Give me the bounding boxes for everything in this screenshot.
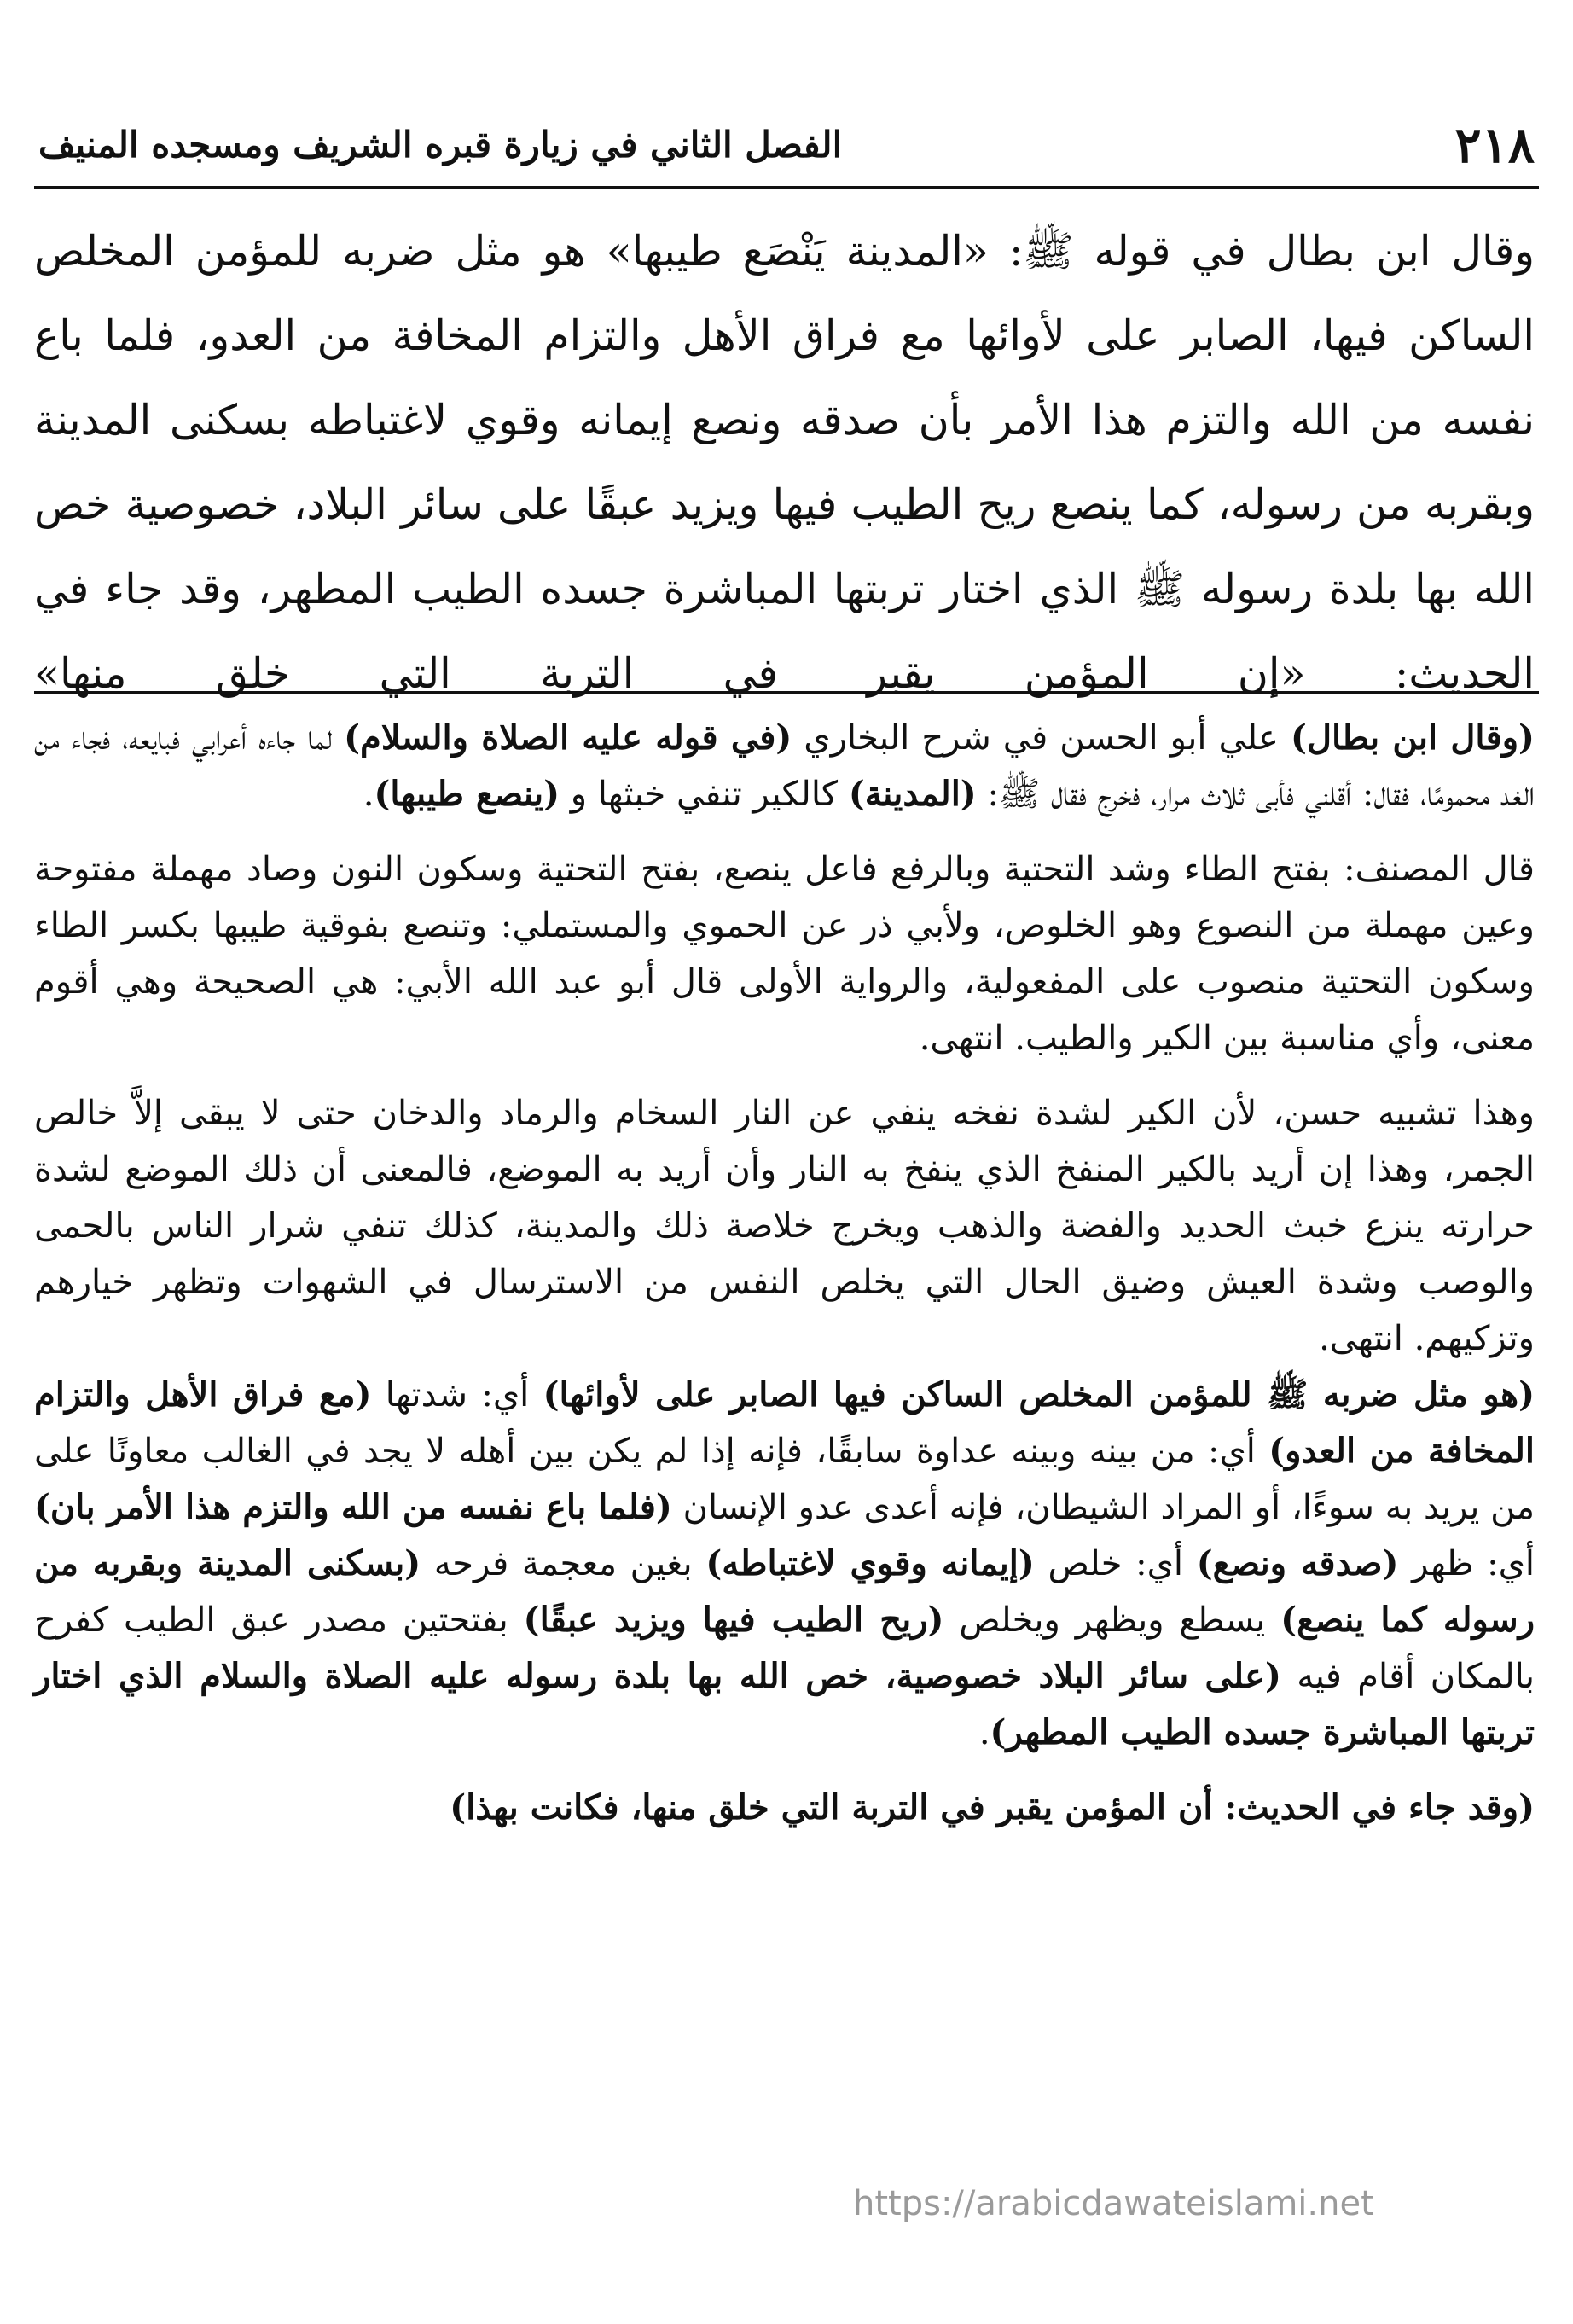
watermark-url: https://arabicdawateislami.net [853,2184,1374,2223]
quoted-phrase: (مع فراق الأهل والتزام المخافة من العدو) [34,1374,1535,1471]
quoted-phrase: (المدينة) [848,774,977,814]
commentary-text: لما جاءه أعرابي فبايعه، فجاء من الغد محمومًا، فقال: أقلني فأبى ثلاث مرار، فخرج فقال ﷺ: [34,718,1535,814]
commentary-paragraph-5 [34,1780,1535,1836]
commentary-paragraph-1 [34,710,1535,822]
commentary-text: يسطع ويظهر ويخلص [943,1601,1281,1640]
commentary-text: أي: شدتها [371,1375,543,1415]
header-rule [34,186,1539,189]
commentary-text: أي: ظهر [1398,1544,1535,1583]
quoted-phrase: (هو مثل ضربه ﷺ للمؤمن المخلص الساكن فيها الصابر على لأوائها) [543,1374,1535,1415]
main-paragraph: وقال ابن بطال في قوله ﷺ: «المدينة يَنْصَع طيبها» هو مثل ضربه للمؤمن المخلص الساكن فيها، الصابر على لأوائها مع فراق الأهل والتزام المخافة من العدو، فلما باع نفسه من الله والتزم هذا الأمر بأن صدقه ونصع إيمانه وقوي لاغتباطه بسكنى المدينة وبقربه من رسوله، كما ينصع ريح الطيب فيها ويزيد عبقًا على سائر البلاد، خصوصية خص الله بها بلدة رسوله ﷺ الذي اختار تربتها المباشرة جسده الطيب المطهر، وقد جاء في الحديث: «إن المؤمن يقبر في التربة التي خلق منها» [34,227,1535,698]
quoted-phrase: (على سائر البلاد خصوصية، خص الله بها بلدة رسوله عليه الصلاة والسلام الذي اختار تربتها المباشرة جسده الطيب المطهر) [34,1656,1535,1752]
page-number: ٢١٨ [1454,116,1535,174]
quoted-phrase: (بسكنى المدينة وبقربه من رسوله كما ينصع) [34,1543,1535,1640]
quoted-phrase: (وقد جاء في الحديث: أن المؤمن يقبر في التربة التي خلق منها، فكانت بهذا) [450,1787,1535,1827]
quoted-phrase: (إيمانه وقوي لاغتباطه) [705,1543,1035,1583]
quoted-phrase: (في قوله عليه الصلاة والسلام) [344,718,792,758]
quoted-phrase: (ينصع طيبها) [374,774,560,814]
quoted-phrase: (وقال ابن بطال) [1291,718,1535,758]
quoted-phrase: (فلما باع نفسه من الله والتزم هذا الأمر بان) [34,1487,672,1527]
commentary-text: أي: من بينه وبينه عداوة سابقًا، فإنه إذا لم يكن بين أهله لا يجد في الغالب معاونًا على من يريد به سوءًا، أو المراد الشيطان، فإنه أعدى عدو الإنسان [34,1432,1535,1527]
commentary-text: بغين معجمة فرحه [421,1544,706,1583]
commentary-text: كالكير تنفي خبثها و [560,775,849,814]
commentary [34,710,1535,1836]
running-title: الفصل الثاني في زيارة قبره الشريف ومسجده المنيف [38,124,843,166]
separator-rule [34,691,1539,694]
commentary-text: أي: خلص [1034,1544,1197,1583]
commentary-text: بفتحتين مصدر عبق الطيب كفرح بالمكان أقام فيه [34,1601,1535,1696]
commentary-paragraph-2: قال المصنف: بفتح الطاء وشد التحتية وبالرفع فاعل ينصع، بفتح التحتية وسكون النون وصاد مهملة مفتوحة وعين مهملة من النصوع وهو الخلوص، ولأبي ذر عن الحموي والمستملي: وتنصع بفوقية طيبها بكسر الطاء وسكون التحتية منصوب على المفعولية، والرواية الأولى قال أبو عبد الله الأبي: هي الصحيحة وهي أقوم معنى، وأي مناسبة بين الكير والطيب. انتهى. [34,850,1535,1058]
commentary-text: علي أبو الحسن في شرح البخاري [792,718,1291,758]
commentary-paragraph-3: وهذا تشبيه حسن، لأن الكير لشدة نفخه ينفي عن النار السخام والرماد والدخان حتى لا يبقى إلاَّ خالص الجمر، وهذا إن أريد بالكير المنفخ الذي ينفخ به النار وأن أريد به الموضع، فالمعنى أن ذلك الموضع لشدة حرارته ينزع خبث الحديد والفضة والذهب ويخرج خلاصة ذلك والمدينة، كذلك تنفي شرار الناس بالحمى والوصب وشدة العيش وضيق الحال التي يخلص النفس من الاسترسال في الشهوات وتظهر خيارهم وتزكيهم. انتهى. [34,1094,1535,1358]
commentary-paragraph-4 [34,1367,1535,1761]
commentary-text: . [363,775,374,814]
quoted-phrase: (صدقه ونصع) [1196,1543,1399,1583]
commentary-text: . [978,1713,990,1752]
page-header [34,111,1539,179]
quoted-phrase: (ريح الطيب فيها ويزيد عبقًا) [523,1600,944,1640]
main-text [34,209,1535,716]
